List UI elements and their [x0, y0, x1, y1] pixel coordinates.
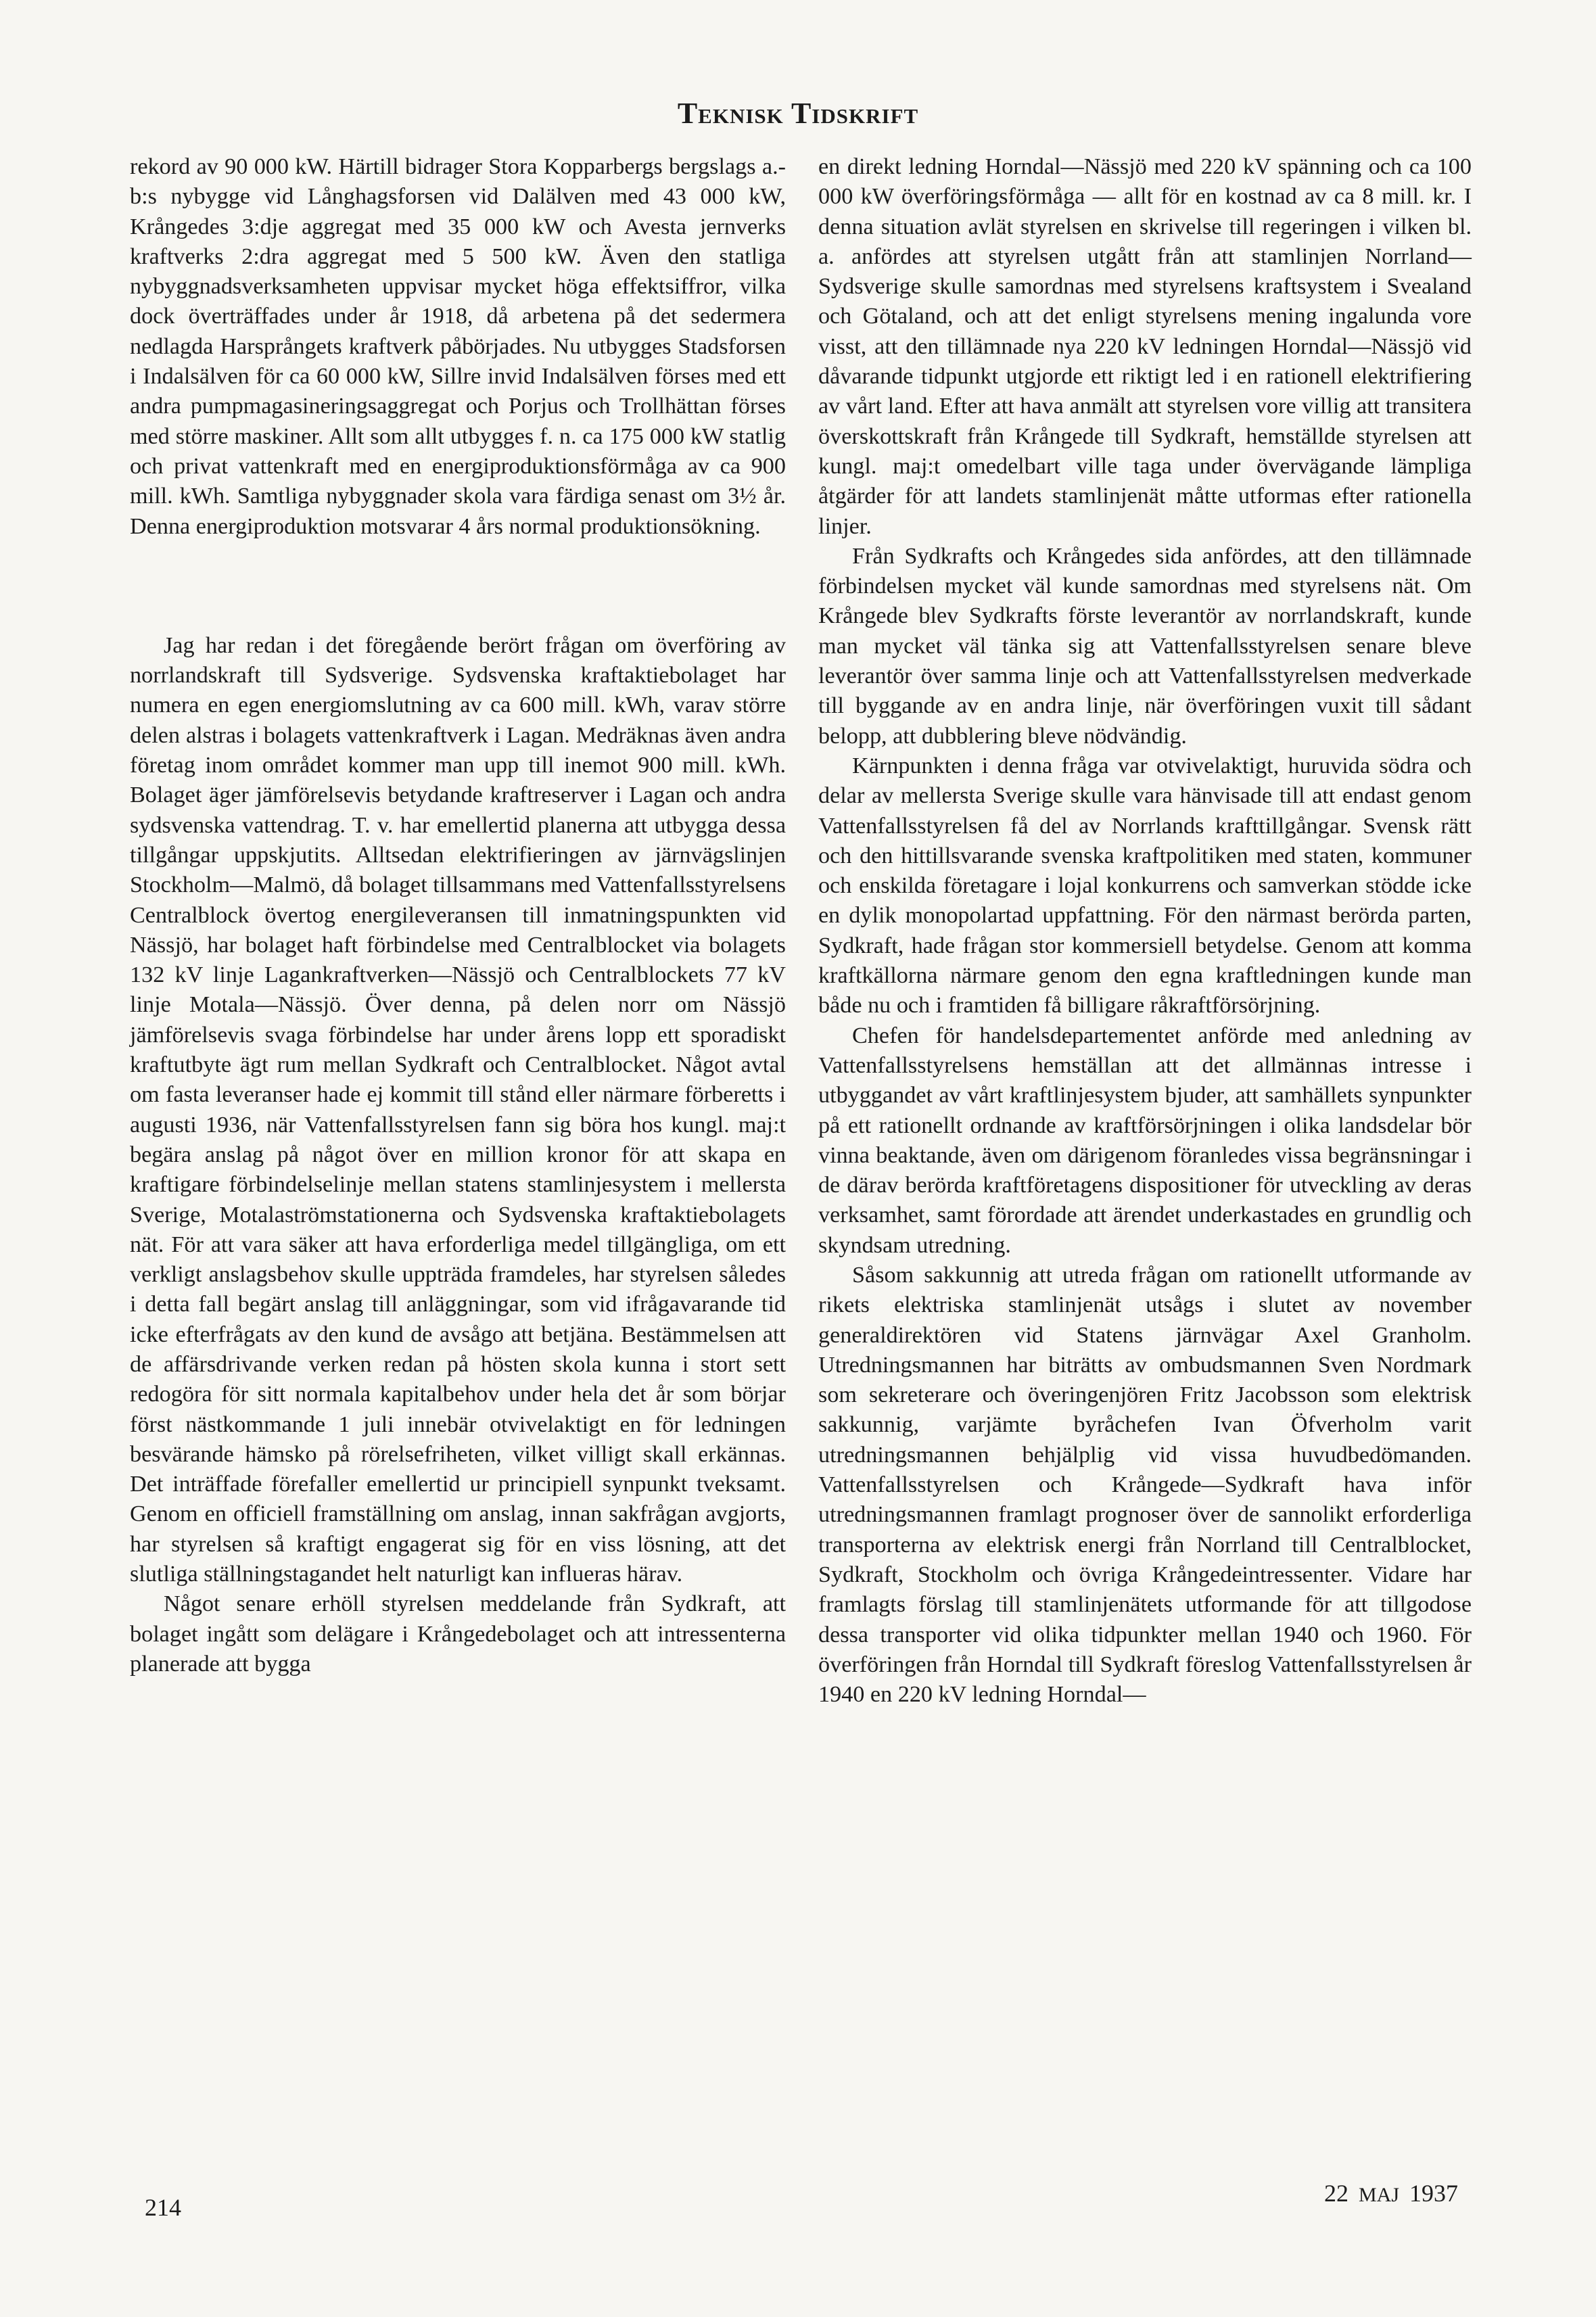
paragraph: Chefen för handelsdepartementet anförde med anledning av Vattenfallsstyrelsens hemställan att det allmännas intresse i utbyggandet av vårt kraftlinjesystem bjuder, att samhällets synpunkter på ett rationellt ordnande av kraftförsörjningen i olika landsdelar bör vinna beaktande, även om därigenom föranledes vissa begränsningar i de därav berörda kraftföretagens dispositioner för utveckling av deras verksamhet, samt förordade att ärendet underkastades en grundlig och skyndsam utredning.: [818, 1023, 1472, 1258]
right-column: [818, 152, 1472, 1710]
issue-date: [1324, 2179, 1458, 2207]
page-number: 214: [145, 2194, 181, 2221]
paragraph: Jag har redan i det föregående berört frågan om överföring av norrlandskraft till Sydsverige. Sydsvenska kraftaktiebolaget har numera en egen energiomslutning av ca 600 mill. kWh, varav större delen alstras i bolagets vattenkraftverk i Lagan. Medräknas även andra företag inom området kommer man upp till inemot 900 mill. kWh. Bolaget äger jämförelsevis betydande kraftreserver i Lagan och andra sydsvenska vattendrag. T. v. har emellertid planerna att utbygga dessa tillgångar uppskjutits. Alltsedan elektrifieringen av järnvägslinjen Stockholm—Malmö, då bolaget tillsammans med Vattenfallsstyrelsens Centralblock övertog energileveransen till inmatningspunkten vid Nässjö, har bolaget haft förbindelse med Centralblocket via bolagets 132 kV linje Lagankraftverken—Nässjö och Centralblockets 77 kV linje Motala—Nässjö. Över denna, på delen norr om Nässjö jämförelsevis svaga förbindelse har under årens lopp ett sporadiskt kraftutbyte ägt rum mellan Sydkraft och Centralblocket. Något avtal om fasta leveranser hade ej kommit till stånd eller närmare förberetts i augusti 1936, när Vattenfallsstyrelsen fann sig böra hos kungl. maj:t begära anslag på något över en million kronor för att skapa en kraftigare förbindelselinje mellan statens stamlinjesystem i mellersta Sverige, Motalaströmstationerna och Sydsvenska kraftaktiebolagets nät. För att vara säker att hava erforderliga medel tillgängliga, om ett verkligt anslagsbehov skulle uppträda framdeles, har styrelsen således i detta fall begärt anslag till anläggningar, som vid ifrågavarande tid icke efterfrågats av den kund de avsågo att betjäna. Bestämmelsen att de affärsdrivande verken redan på hösten skola kunna i stort sett redogöra för sitt normala kapitalbehov under hela det år som börjar först nästkommande 1 juli innebär otvivelaktigt en för ledningen besvärande hämsko på rörelsefriheten, vilket villigt skall erkännas. Det inträffade förefaller emellertid ur principiell synpunkt tveksamt. Genom en officiell framställning om anslag, innan sakfrågan avgjorts, har styrelsen så kraftigt engagerat sig för en viss lösning, att det slutliga ställningstagandet helt naturligt kan influeras härav.: [130, 632, 786, 1587]
paragraph: rekord av 90 000 kW. Härtill bidrager Stora Kopparbergs bergslags a.-b:s nybygge vid Långhagsforsen vid Dalälven med 43 000 kW, Krångedes 3:dje aggregat med 35 000 kW och Avesta jernverks kraftverks 2:dra aggregat med 5 500 kW. Även den statliga nybyggnadsverksamheten uppvisar mycket höga effektsiffror, vilka dock överträffades under år 1918, då arbetena på det sedermera nedlagda Harsprångets kraftverk påbörjades. Nu utbygges Stadsforsen i Indalsälven för ca 60 000 kW, Sillre invid Indalsälven förses med ett andra pumpmagasineringsaggregat och Porjus och Trollhättan förses med större maskiner. Allt som allt utbygges f. n. ca 175 000 kW statlig och privat vattenkraft med en energiproduktionsförmåga av ca 900 mill. kWh. Samtliga nybyggnader skola vara färdiga senast om 3½ år. Denna energiproduktion motsvarar 4 års normal produktionsökning.: [130, 154, 786, 539]
paragraph: Såsom sakkunnig att utreda frågan om rationellt utformande av rikets elektriska stamlinjenät utsågs i slutet av november generaldirektören vid Statens järnvägar Axel Granholm. Utredningsmannen har biträtts av ombudsmannen Sven Nordmark som sekreterare och överingenjören Fritz Jacobsson som elektrisk sakkunnig, varjämte byråchefen Ivan Öfverholm varit utredningsmannen behjälplig vid vissa huvudbedömanden. Vattenfallsstyrelsen och Krångede—Sydkraft hava inför utredningsmannen framlagt prognoser över de sannolikt erforderliga transporterna av elektrisk energi från Norrland till Centralblocket, Sydkraft, Stockholm och övriga Krångedeintressenter. Vidare har framlagts förslag till stamlinjenätets utformande för att tillgodose dessa transporter vid olika tidpunkter mellan 1940 och 1960. För överföringen från Horndal till Sydkraft föreslog Vattenfallsstyrelsen år 1940 en 220 kV ledning Horndal—: [818, 1262, 1472, 1708]
left-column: [130, 152, 786, 1679]
date-day: 22: [1324, 2180, 1348, 2207]
date-year: 1937: [1409, 2180, 1459, 2207]
paragraph: Kärnpunkten i denna fråga var otvivelaktigt, huruvida södra och delar av mellersta Sverige skulle vara hänvisade till att endast genom Vattenfallsstyrelsen få del av Norrlands krafttillgångar. Svensk rätt och den hittillsvarande svenska kraftpolitiken med staten, kommuner och enskilda företagare i lojal konkurrens och samverkan stödde icke en dylik monopolartad uppfattning. För den närmast berörda parten, Sydkraft, hade frågan stor kommersiell betydelse. Genom att komma kraftkällorna närmare genom den egna kraftledningen kunde man både nu och i framtiden få billigare råkraftförsörjning.: [818, 753, 1472, 1019]
running-header: Teknisk Tidskrift: [677, 97, 919, 130]
date-month: MAJ: [1359, 2184, 1400, 2206]
paragraph: Något senare erhöll styrelsen meddelande från Sydkraft, att bolaget ingått som delägare i Krångedebolaget och att intressenterna planerade att bygga: [130, 1591, 786, 1677]
section-gap: [130, 542, 786, 631]
paragraph: en direkt ledning Horndal—Nässjö med 220 kV spänning och ca 100 000 kW överföringsförmåga — allt för en kostnad av ca 8 mill. kr. I denna situation avlät styrelsen en skrivelse till regeringen i vilken bl. a. anfördes att styrelsen utgått från att stamlinjen Norrland—Sydsverige skulle samordnas med styrelsens kraftsystem i Svealand och Götaland, och att det enligt styrelsens mening ingalunda vore visst, att den tillämnade nya 220 kV ledningen Horndal—Nässjö vid dåvarande tidpunkt utgjorde ett riktigt led i en rationell elektrifiering av vårt land. Efter att hava anmält att styrelsen vore villig att transitera överskottskraft från Krångede till Sydkraft, hemställde styrelsen att kungl. maj:t omedelbart ville taga under övervägande lämpliga åtgärder för att landets stamlinjenät måtte utformas efter rationella linjer.: [818, 154, 1472, 539]
paragraph: Från Sydkrafts och Krångedes sida anfördes, att den tillämnade förbindelsen mycket väl kunde samordnas med styrelsens nät. Om Krångede blev Sydkrafts förste leverantör av norrlandskraft, kunde man mycket väl tänka sig att Vattenfallsstyrelsen senare bleve leverantör över samma linje och att Vattenfallsstyrelsen medverkade till byggande av en andra linje, när överföringen vuxit till sådant belopp, att dubblering bleve nödvändig.: [818, 543, 1472, 749]
